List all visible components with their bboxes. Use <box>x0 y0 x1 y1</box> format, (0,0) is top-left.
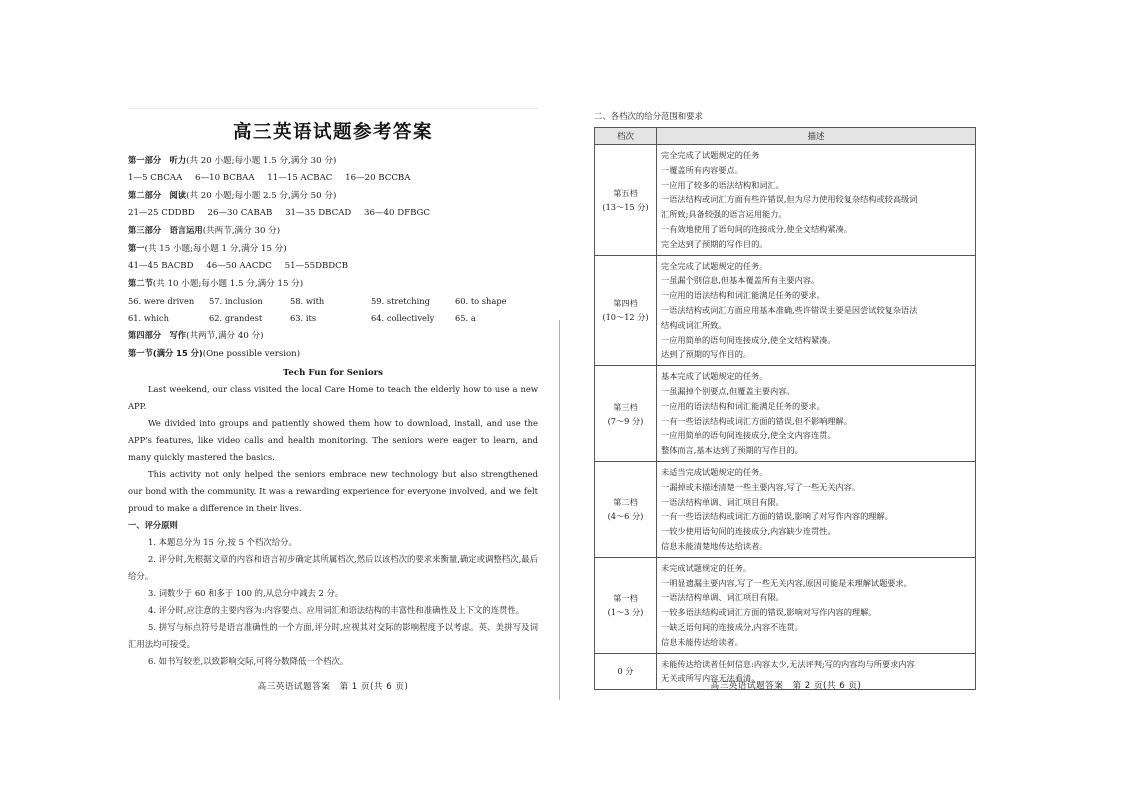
answer-page-1 <box>128 108 538 709</box>
description-line: 完全达到了预期的写作目的。 <box>661 238 768 249</box>
writing-section1-heading: 第一节 <box>128 348 153 358</box>
level-score-range: (7～9 分) <box>607 415 644 426</box>
rubric-heading: 二、各档次的给分范围和要求 <box>594 111 703 121</box>
rubric-level <box>595 461 657 557</box>
document-title: 高三英语试题参考答案 <box>232 122 433 143</box>
essay-title: Tech Fun for Seniors <box>282 368 384 378</box>
level-column-header: 档次 <box>595 128 657 145</box>
answer-cell: 61. which <box>128 313 169 323</box>
answer-group: 36—40 DFBGC <box>364 208 430 218</box>
section1-heading-line <box>128 240 538 258</box>
writing-version-label: (One possible version) <box>202 349 301 359</box>
description-line: 信息未能清楚地传达给读者。 <box>661 540 768 551</box>
answer-group: 46—50 AACDC <box>206 261 272 271</box>
part3-heading-line <box>128 222 538 240</box>
answer-cell: 64. collectively <box>371 313 435 323</box>
description-line: 未能传达给读者任何信息:内容太少,无法评判;写的内容均与所要求内容 <box>661 658 915 669</box>
part2-heading: 第二部分 阅读 <box>128 190 187 200</box>
part2-answers <box>128 205 538 222</box>
answer-group: 16—20 BCCBA <box>345 173 411 183</box>
rubric-row <box>595 145 976 256</box>
answer-cell: 59. stretching <box>371 296 430 306</box>
page-divider <box>559 320 560 700</box>
description-line: 结构或词汇所致。 <box>661 319 727 330</box>
scoring-rule: 5. 拼写与标点符号是语言准确性的一个方面,评分时,应视其对交际的影响程度予以考虑。英、美拼写及词汇用法均可接受。 <box>128 622 538 649</box>
rubric-description <box>657 145 976 256</box>
rubric-row <box>595 255 976 366</box>
part1-answers <box>128 170 538 187</box>
answer-cell: 62. grandest <box>209 313 263 323</box>
description-line: 信息未能传达给读者。 <box>661 636 743 647</box>
rubric-level <box>595 255 657 366</box>
answer-group: 41—45 BACBD <box>128 261 194 271</box>
description-line: 完全完成了试题规定的任务 <box>661 150 760 160</box>
answer-cell: 63. its <box>290 313 317 323</box>
level-name: 第一档 <box>613 593 638 604</box>
answer-cell: 57. inclusion <box>209 296 263 306</box>
writing-section1-note: (满分 15 分) <box>152 348 203 358</box>
rubric-row <box>595 557 976 653</box>
answer-group: 6—10 BCBAA <box>195 173 255 183</box>
rubric-header-row <box>595 128 976 145</box>
answer-cell: 56. were driven <box>128 296 195 306</box>
part4-note: (共两节,满分 40 分) <box>186 331 264 341</box>
rubric-level <box>595 557 657 653</box>
level-score-range: (13～15 分) <box>602 201 649 212</box>
level-name: 第五档 <box>613 187 638 198</box>
description-line: 汇所致;具备较强的语言运用能力。 <box>661 209 787 220</box>
scoring-rule: 4. 评分时,应注意的主要内容为:内容要点、应用词汇和语法结构的丰富性和准确性及上下文的连贯性。 <box>148 605 525 615</box>
rubric-description <box>657 461 976 557</box>
answer-cell: 60. to shape <box>455 296 507 306</box>
description-line: 一应用简单的语句间连接成分,使全文内容连贯。 <box>661 430 836 441</box>
sample-essay <box>128 381 538 517</box>
rubric-description <box>657 255 976 366</box>
answer-group: 26—30 CABAB <box>207 208 273 218</box>
description-line: 一较少使用语句间的连接成分,内容缺少连贯性。 <box>661 526 836 537</box>
scoring-rules <box>128 534 538 670</box>
scoring-rule: 2. 评分时,先根据文章的内容和语言初步确定其所属档次,然后以该档次的要求来衡量,确定或调整档次,最后给分。 <box>128 554 538 581</box>
description-line: 一明显遗漏主要内容,写了一些无关内容,原因可能是未理解试题要求。 <box>661 577 912 588</box>
rubric-level <box>595 145 657 256</box>
description-line: 基本完成了试题规定的任务。 <box>661 371 768 382</box>
rubric-level <box>595 366 657 462</box>
description-line: 一有一些语法结构或词汇方面的错误,影响了对写作内容的理解。 <box>661 511 893 522</box>
rubric-body <box>595 145 976 690</box>
essay-paragraph: Last weekend, our class visited the local Care Home to teach the elderly how to use a new APP. <box>128 384 538 411</box>
answer-cell: 65. a <box>455 313 476 323</box>
level-score-range: (1～3 分) <box>607 607 644 618</box>
level-name: 0 分 <box>617 666 634 677</box>
scoring-rule: 6. 如书写较差,以致影响交际,可将分数降低一个档次。 <box>148 656 349 666</box>
description-line: 一有一些语法结构或词汇方面的错误,但不影响理解。 <box>661 415 852 426</box>
description-line: 达到了预期的写作目的。 <box>661 349 752 360</box>
part3-heading: 第三部分 语言运用 <box>128 225 203 235</box>
rubric-table <box>594 127 976 690</box>
description-line: 一应用的语法结构和词汇能满足任务的要求。 <box>661 290 825 301</box>
level-name: 第二档 <box>613 497 638 508</box>
rubric-row <box>595 461 976 557</box>
section2-note: (共 10 小题;每小题 1.5 分,满分 15 分) <box>152 279 304 289</box>
rubric-description <box>657 557 976 653</box>
section1-answers <box>128 258 538 275</box>
answer-cell: 58. with <box>290 296 325 306</box>
answer-group: 21—25 CDDBD <box>128 208 195 218</box>
essay-paragraph: This activity not only helped the seniors embrace new technology but also strengthened our bond with the community. It was a rewarding experience for everyone involved, and we felt proud to make a difference in their lives. <box>128 469 538 513</box>
description-line: 一语法结构单调、词汇项目有限。 <box>661 496 784 507</box>
rubric-row <box>595 366 976 462</box>
description-line: 整体而言,基本达到了预期的写作目的。 <box>661 445 803 456</box>
part1-heading: 第一部分 听力 <box>128 155 187 165</box>
part2-note: (共 20 小题;每小题 2.5 分,满分 50 分) <box>186 191 337 201</box>
description-line: 一缺乏语句间的连接成分,内容不连贯。 <box>661 621 803 632</box>
description-line: 一应用的语法结构和词汇能满足任务的要求。 <box>661 400 825 411</box>
description-line: 一漏掉或未描述清楚一些主要内容,写了一些无关内容。 <box>661 481 861 492</box>
part2-heading-line <box>128 187 538 205</box>
description-line: 一语法结构或词汇方面应用基本准确,些许错误主要是因尝试较复杂语法 <box>661 304 918 315</box>
answer-page-2 <box>594 108 978 708</box>
section2-answers-row2 <box>128 310 538 327</box>
scoring-rule: 3. 词数少于 60 和多于 100 的,从总分中减去 2 分。 <box>148 588 344 598</box>
section2-heading: 第二节 <box>128 278 153 288</box>
section1-note: (共 15 小题;每小题 1 分,满分 15 分) <box>144 244 287 254</box>
level-name: 第三档 <box>613 401 638 412</box>
part3-note: (共两节,满分 30 分) <box>202 226 281 236</box>
answer-group: 1—5 CBCAA <box>128 173 183 183</box>
description-line: 一语法结构单调、词汇项目有限。 <box>661 592 784 603</box>
section1-heading: 第一 <box>128 243 145 253</box>
part4-heading-line <box>128 327 538 345</box>
rules-heading: 一、评分原则 <box>128 520 178 530</box>
description-line: 一应用简单的语句间连接成分,使全文结构紧凑。 <box>661 334 836 345</box>
answer-group: 31—35 DBCAD <box>285 208 352 218</box>
description-line: 一较多语法结构或词汇方面的错误,影响对写作内容的理解。 <box>661 607 877 618</box>
section2-heading-line <box>128 275 538 293</box>
essay-paragraph: We divided into groups and patiently showed them how to download, install, and use the APP's features, like video calls and health monitoring. The seniors were eager to learn, and many quickly mastered the basics. <box>128 418 538 462</box>
level-score-range: (10～12 分) <box>602 312 649 323</box>
page-footer: 高三英语试题答案 第 1 页(共 6 页) <box>257 682 409 692</box>
answer-group: 51—55DBDCB <box>284 261 349 271</box>
part4-heading: 第四部分 写作 <box>128 330 187 340</box>
writing-section1-heading-line <box>128 345 538 363</box>
part1-note: (共 20 小题;每小题 1.5 分,满分 30 分) <box>186 156 337 166</box>
description-line: 一应用了较多的语法结构和词汇。 <box>661 179 784 190</box>
description-column-header: 描述 <box>657 128 976 145</box>
description-line: 完全完成了试题规定的任务。 <box>661 260 768 271</box>
description-line: 一虽漏掉个别要点,但覆盖主要内容。 <box>661 385 795 396</box>
level-name: 第四档 <box>613 298 638 309</box>
description-line: 未完成试题规定的任务。 <box>661 562 752 573</box>
description-line: 未适当完成试题规定的任务。 <box>661 466 768 477</box>
page-footer: 高三英语试题答案 第 2 页(共 6 页) <box>710 681 862 691</box>
answer-group: 11—15 ACBAC <box>267 173 333 183</box>
rubric-description <box>657 366 976 462</box>
level-score-range: (4～6 分) <box>607 511 644 522</box>
section2-answers-row1 <box>128 293 538 310</box>
description-line: 一有效地使用了语句间的连接成分,使全文结构紧凑。 <box>661 223 852 234</box>
scoring-rule: 1. 本题总分为 15 分,按 5 个档次给分。 <box>148 537 297 547</box>
description-line: 一语法结构或词汇方面有些许错误,但为尽力使用较复杂结构或较高级词 <box>661 194 918 205</box>
description-line: 一覆盖所有内容要点。 <box>661 164 743 175</box>
description-line: 无关或所写内容无法看清。 <box>661 673 760 684</box>
description-line: 一虽漏个别信息,但基本覆盖所有主要内容。 <box>661 275 820 286</box>
part1-heading-line <box>128 152 538 170</box>
